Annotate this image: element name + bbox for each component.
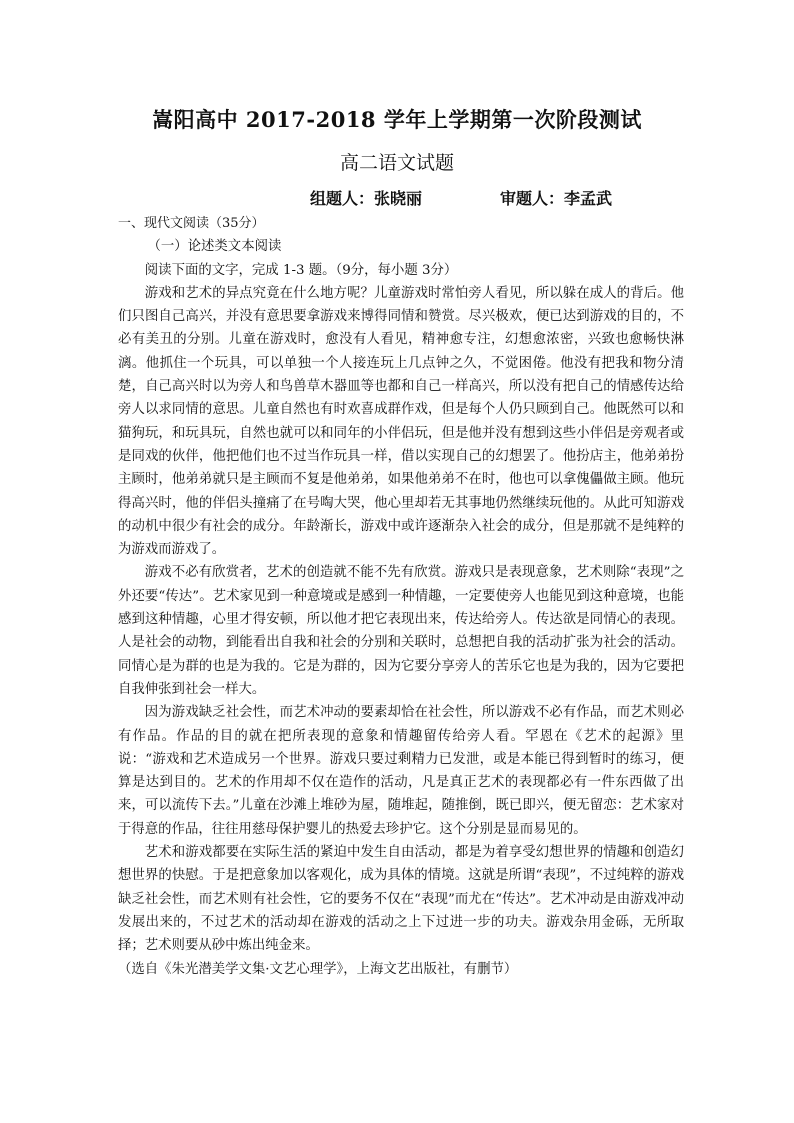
question-reviewer: 审题人：李孟武 — [500, 189, 613, 208]
passage-paragraph-2: 游戏不必有欣赏者，艺术的创造就不能不先有欣赏。游戏只是表现意象，艺术则除“表现”之外还要“传达”。艺术家见到一种意境或是感到一种情趣，一定要使旁人也能见到这种意境，也能感到这种情趣，心里才得安顿，所以他才把它表现出来，传达给旁人。传达欲是同情心的表现。人是社会的动物，到能看出自我和社会的分别和关联时，总想把自我的活动扩张为社会的活动。同情心是为群的也是为我的。它是为群的，因为它要分享旁人的苦乐它也是为我的，因为它要把自我伸张到社会一样大。 — [118, 565, 684, 697]
passage-source: （选自《朱光潜美学文集·文艺心理学》，上海文艺出版社，有删节） — [118, 961, 518, 977]
reading-instruction: 阅读下面的文字，完成 1-3 题。（9分，每小题 3分） — [144, 262, 458, 278]
section-title: 一、现代文阅读（35分） — [118, 216, 265, 231]
passage-paragraph-3: 因为游戏缺乏社会性，而艺术冲动的要素却恰在社会性，所以游戏不必有作品，而艺术则必有作品。作品的目的就在把所表现的意象和情趣留传给旁人看。罕恩在《艺术的起源》里说：“游戏和艺术造成另一个世界。游戏只要过剩精力已发泄，或是本能已得到暂时的练习，便算是达到目的。艺术的作用却不仅在造作的活动，凡是真正艺术的表现都必有一件东西做了出来，可以流传下去。”儿童在沙滩上堆砂为屋，随堆起，随推倒，既已即兴，便无留恋：艺术家对于得意的作品，往往用慈母保护婴儿的热爱去珍护它。这个分别是显而易见的。 — [118, 705, 684, 837]
exam-content — [118, 212, 684, 981]
passage-paragraph-1: 游戏和艺术的异点究竟在什么地方呢？儿童游戏时常怕旁人看见，所以躲在成人的背后。他们只图自己高兴，并没有意思要拿游戏来博得同情和赞赏。尽兴极欢，便已达到游戏的目的，不必有美丑的分别。儿童在游戏时，愈没有人看见，精神愈专注，幻想愈浓密，兴致也愈畅快淋漓。他抓住一个玩具，可以单独一个人接连玩上几点钟之久，不觉困倦。他没有把我和物分清楚，自己高兴时以为旁人和鸟兽草木器皿等也都和自己一样高兴，所以没有把自己的情感传达给旁人以求同情的意思。儿童自然也有时欢喜成群作戏，但是每个人仍只顾到自己。他既然可以和猫狗玩，和玩具玩，自然也就可以和同年的小伴侣玩，但是他并没有想到这些小伴侣是旁观者或是同戏的伙伴，他把他们也不过当作玩具一样，借以实现自己的幻想罢了。他扮店主，他弟弟扮主顾时，他弟弟就只是主顾而不复是他弟弟，如果他弟弟不在时，他也可以拿傀儡做主顾。他玩得高兴时，他的伴侣头撞痛了在号啕大哭，他心里却若无其事地仍然继续玩他的。从此可知游戏的动机中很少有社会的成分。年龄渐长，游戏中或许逐渐杂入社会的成分，但是那就不是纯粹的为游戏而游戏了。 — [118, 285, 684, 558]
subsection-title: （一）论述类文本阅读 — [147, 239, 282, 255]
passage-paragraph-4: 艺术和游戏都要在实际生活的紧迫中发生自由活动，都是为着享受幻想世界的情趣和创造幻想世界的快慰。于是把意象加以客观化，成为具体的情境。这就是所谓“表现”，不过纯粹的游戏缺乏社会性，而艺术则有社会性，它的要务不仅在“表现”而尤在“传达”。艺术冲动是由游戏冲动发展出来的，不过艺术的活动却在游戏的活动之上下过进一步的功夫。游戏杂用金砾，无所取择；艺术则要从砂中炼出纯金来。 — [118, 845, 684, 954]
exam-title: 嵩阳高中 2017-2018 学年上学期第一次阶段测试 — [152, 107, 642, 132]
question-setter: 组题人：张晓丽 — [310, 189, 423, 208]
exam-subtitle: 高二语文试题 — [339, 152, 454, 174]
